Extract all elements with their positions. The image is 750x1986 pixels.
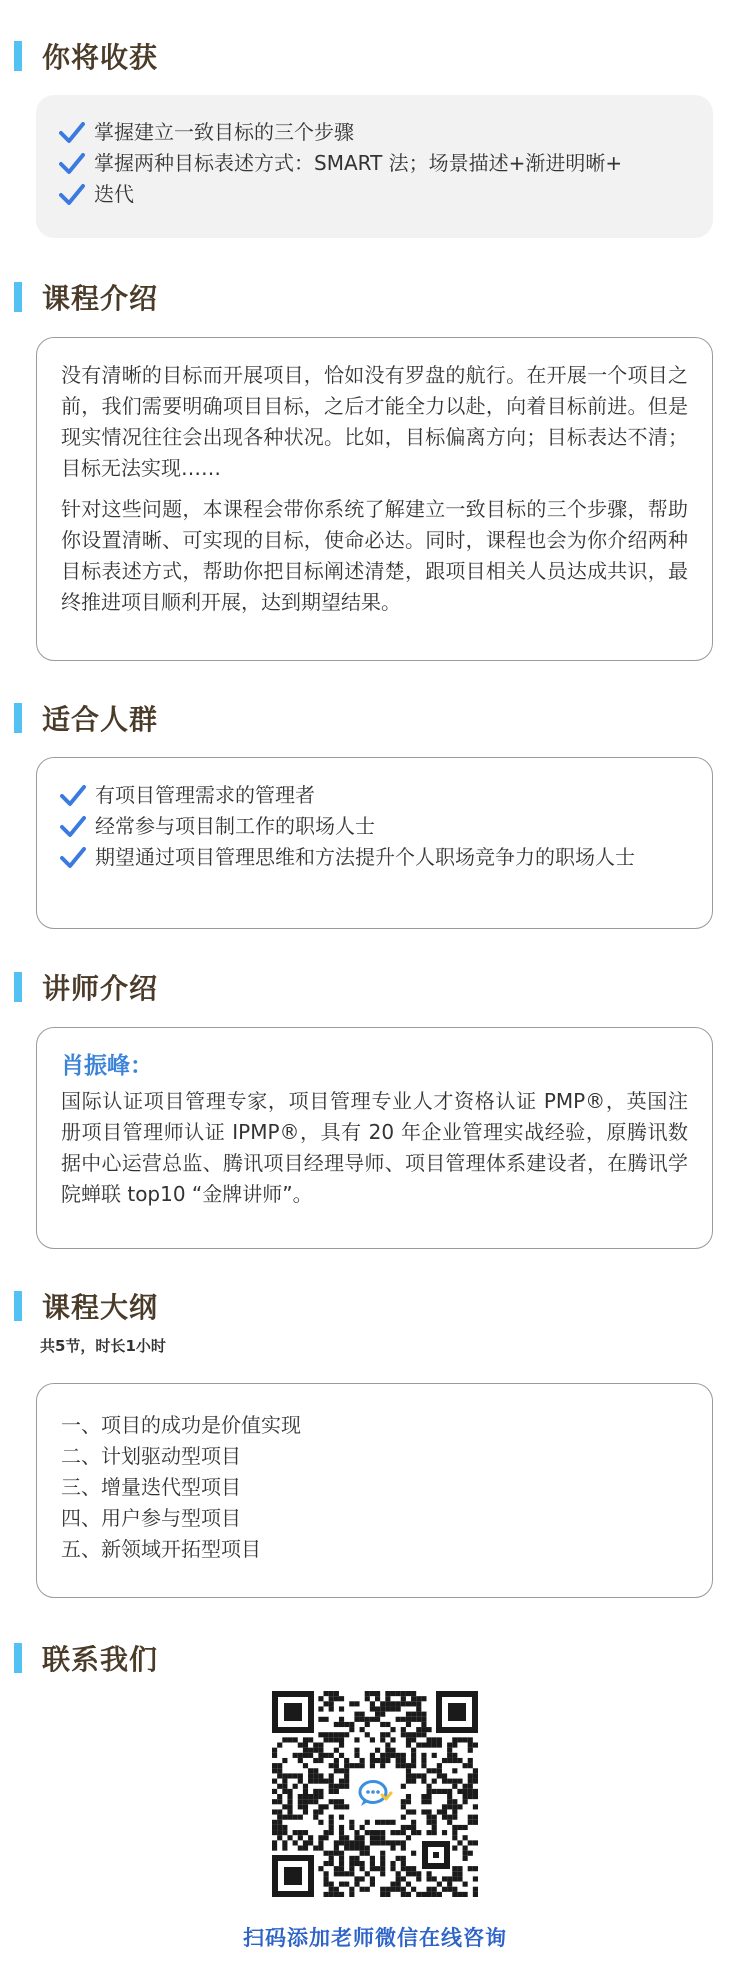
list-item-text: 有项目管理需求的管理者	[95, 783, 315, 807]
section-title-outline	[14, 1286, 158, 1326]
outline-item: 三、增量迭代型项目	[61, 1475, 241, 1499]
intro-paragraph: 针对这些问题，本课程会带你系统了解建立一致目标的三个步骤，帮助你设置清晰、可实现的目标，使命必达。同时，课程也会为你介绍两种目标表述方式，帮助你把目标阐述清楚，跟项目相关人员达成共识，最终推进项目顺利开展，达到期望结果。	[61, 497, 688, 614]
check-icon	[59, 842, 87, 873]
list-item-text: 掌握建立一致目标的三个步骤	[94, 120, 354, 144]
list-item	[59, 842, 692, 873]
outline-summary: 共5节，时长1小时	[40, 1337, 166, 1355]
outline-item: 四、用户参与型项目	[61, 1506, 241, 1530]
section-heading: 你将收获	[42, 41, 159, 74]
section-title-teacher	[14, 967, 158, 1007]
audience-card	[36, 757, 713, 929]
teacher-card	[36, 1027, 713, 1249]
check-icon	[59, 811, 87, 842]
outline-item: 二、计划驱动型项目	[61, 1444, 241, 1468]
outline-item: 五、新领域开拓型项目	[61, 1537, 261, 1561]
teacher-bio: 国际认证项目管理专家，项目管理专业人才资格认证 PMP®，英国注册项目管理师认证 IPMP®，具有 20 年企业管理实战经验，原腾讯数据中心运营总监、腾讯项目经理导师、项目管理体系建设者，在腾讯学院蝉联 top10 “金牌讲师”。	[61, 1089, 688, 1206]
qr-caption: 扫码添加老师微信在线咨询	[243, 1926, 507, 1950]
outline-card	[36, 1383, 713, 1598]
section-heading: 适合人群	[42, 703, 159, 736]
list-item	[58, 148, 691, 179]
check-icon	[59, 780, 87, 811]
title-accent-bar	[14, 1643, 22, 1673]
check-icon	[58, 179, 86, 210]
list-item	[59, 780, 692, 811]
list-item-text: 期望通过项目管理思维和方法提升个人职场竞争力的职场人士	[95, 845, 635, 869]
check-icon	[58, 148, 86, 179]
qr-code[interactable]	[272, 1691, 478, 1897]
title-accent-bar	[14, 703, 22, 733]
section-title-gains	[14, 36, 158, 76]
list-item	[59, 811, 692, 842]
title-accent-bar	[14, 1291, 22, 1321]
section-title-audience	[14, 698, 158, 738]
title-accent-bar	[14, 41, 22, 71]
intro-paragraph: 没有清晰的目标而开展项目，恰如没有罗盘的航行。在开展一个项目之前，我们需要明确项目目标，之后才能全力以赴，向着目标前进。但是现实情况往往会出现各种状况。比如，目标偏离方向；目标表达不清；目标无法实现……	[61, 363, 688, 480]
list-item-text: 经常参与项目制工作的职场人士	[95, 814, 375, 838]
section-heading: 课程介绍	[42, 282, 159, 315]
list-item-text: 迭代	[94, 182, 134, 206]
section-heading: 讲师介绍	[42, 972, 159, 1005]
gains-card	[36, 95, 713, 238]
title-accent-bar	[14, 282, 22, 312]
list-item-text: 掌握两种目标表述方式：SMART 法；场景描述+渐进明晰+	[94, 151, 623, 175]
title-accent-bar	[14, 972, 22, 1002]
list-item	[58, 117, 691, 148]
teacher-name: 肖振峰：	[61, 1053, 153, 1079]
section-heading: 课程大纲	[42, 1291, 159, 1324]
check-icon	[58, 117, 86, 148]
section-heading: 联系我们	[42, 1643, 159, 1676]
section-title-contact	[14, 1638, 158, 1678]
intro-card	[36, 337, 713, 661]
section-title-intro	[14, 277, 158, 317]
list-item	[58, 179, 691, 210]
outline-item: 一、项目的成功是价值实现	[61, 1413, 301, 1437]
